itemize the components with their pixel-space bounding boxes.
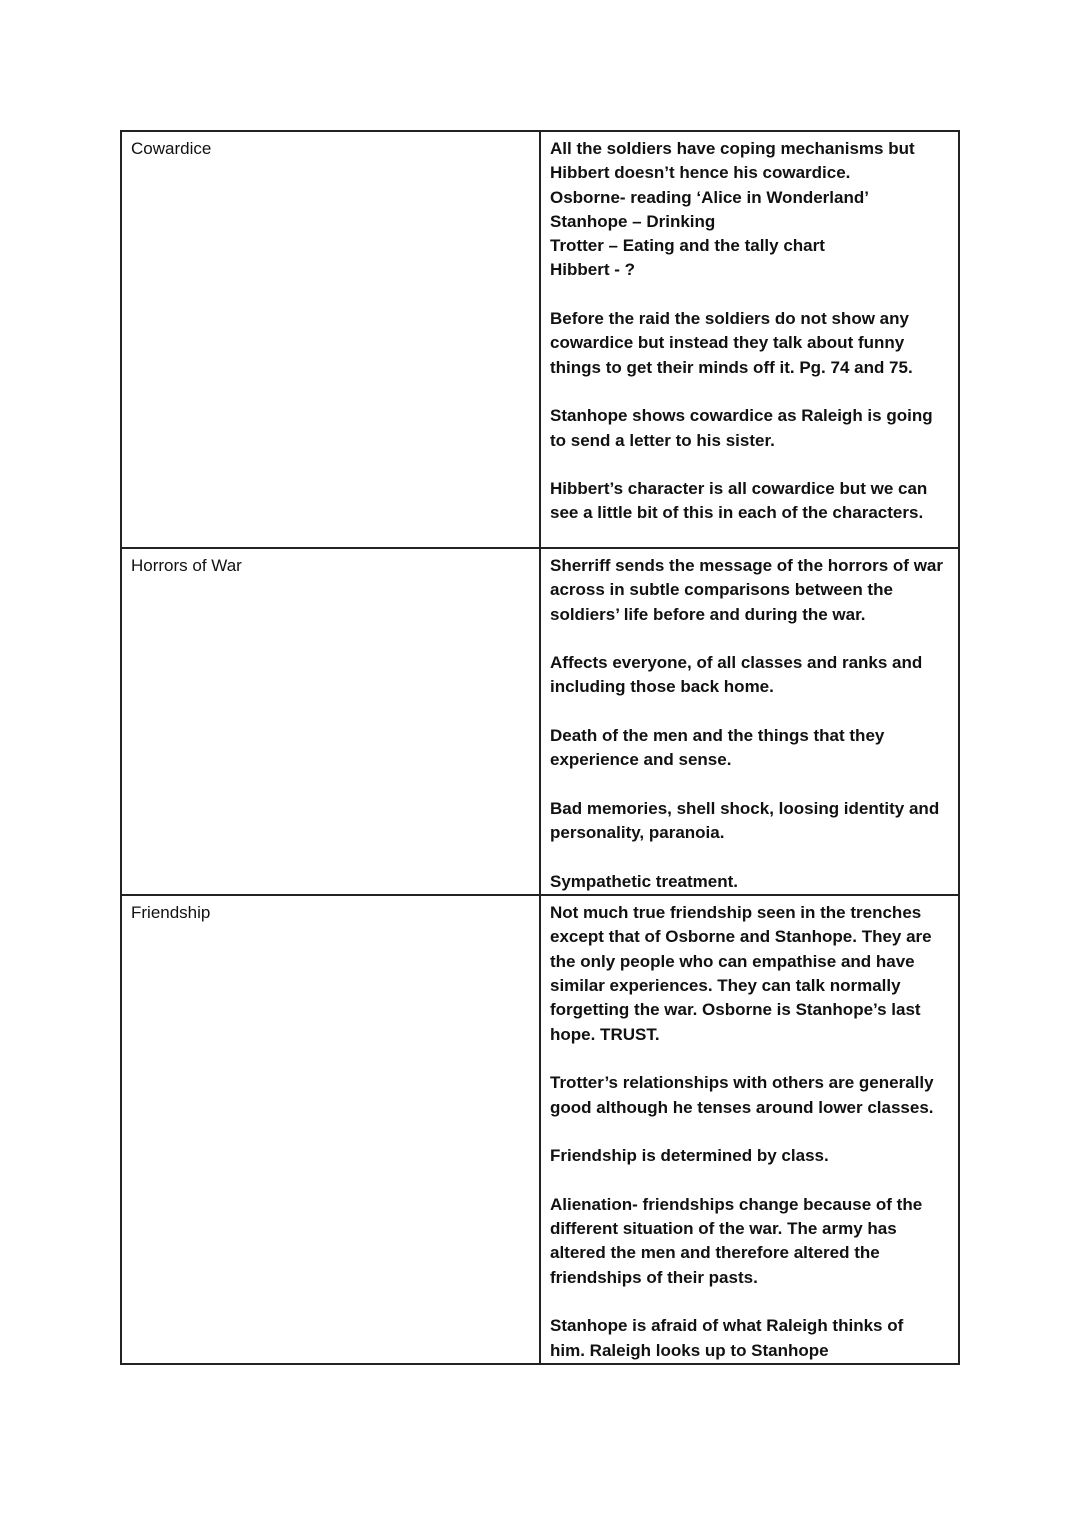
notes-paragraph [550,1193,949,1290]
note-line: Before the raid the soldiers do not show any [550,309,909,329]
note-line: see a little bit of this in each of the characters. [550,503,924,523]
note-line: Bad memories, shell shock, loosing identity and [550,798,940,818]
note-line: things to get their minds off it. Pg. 74 and 75. [550,357,913,377]
note-line: Friendship is determined by class. [550,1146,829,1166]
notes-paragraph [550,797,949,846]
note-line: Osborne- reading ‘Alice in Wonderland’ [550,187,869,207]
theme-cell [121,548,540,895]
table-row [121,131,959,548]
notes-paragraph [550,1314,949,1363]
note-line: including those back home. [550,677,774,697]
note-line: the only people who can empathise and have [550,951,915,971]
note-line: Sympathetic treatment. [550,871,738,891]
note-line: Not much true friendship seen in the trenches [550,903,922,923]
note-line: altered the men and therefore altered the [550,1243,880,1263]
notes-paragraph [550,651,949,700]
note-line: Trotter – Eating and the tally chart [550,236,825,256]
note-line: All the soldiers have coping mechanisms but [550,139,915,158]
note-line: Stanhope is afraid of what Raleigh thinks of [550,1316,904,1336]
note-line: forgetting the war. Osborne is Stanhope’s last [550,1000,921,1020]
note-line: except that of Osborne and Stanhope. They are [550,927,932,947]
note-line: Death of the men and the things that they [550,726,885,746]
notes-paragraph [550,137,949,283]
note-line: Trotter’s relationships with others are generally [550,1073,934,1093]
note-line: Stanhope shows cowardice as Raleigh is going [550,406,933,426]
notes-paragraph [550,901,949,1047]
note-line: him. Raleigh looks up to Stanhope [550,1340,829,1360]
note-line: personality, paranoia. [550,823,725,843]
notes-paragraph [550,404,949,453]
notes-paragraph [550,1071,949,1120]
notes-cell [540,548,959,895]
note-line: Hibbert’s character is all cowardice but we can [550,479,928,499]
table-row [121,548,959,895]
table-row [121,895,959,1364]
note-line: good although he tenses around lower classes. [550,1097,934,1117]
notes-cell [540,131,959,548]
note-line: hope. TRUST. [550,1024,660,1044]
theme-cell [121,895,540,1364]
notes-paragraph [550,870,949,894]
themes-notes-table [120,130,960,1365]
note-line: Hibbert - ? [550,260,635,280]
notes-paragraph [550,554,949,627]
notes-paragraph [550,307,949,380]
note-line: different situation of the war. The army has [550,1219,897,1239]
note-line: similar experiences. They can talk normally [550,976,901,996]
note-line: experience and sense. [550,750,732,770]
theme-label: Cowardice [131,139,212,158]
note-line: soldiers’ life before and during the war. [550,604,866,624]
note-line: Affects everyone, of all classes and ranks and [550,653,923,673]
note-line: cowardice but instead they talk about funny [550,333,905,353]
note-line: Hibbert doesn’t hence his cowardice. [550,163,851,183]
notes-paragraph [550,724,949,773]
theme-label: Horrors of War [131,556,242,575]
note-line: Stanhope – Drinking [550,211,716,231]
theme-cell [121,131,540,548]
note-line: friendships of their pasts. [550,1267,758,1287]
note-line: to send a letter to his sister. [550,430,775,450]
notes-paragraph [550,1144,949,1168]
notes-cell [540,895,959,1364]
notes-paragraph [550,477,949,526]
note-line: Sherriff sends the message of the horrors of war [550,556,943,575]
note-line: across in subtle comparisons between the [550,580,893,600]
note-line: Alienation- friendships change because of the [550,1194,923,1214]
theme-label: Friendship [131,903,211,923]
